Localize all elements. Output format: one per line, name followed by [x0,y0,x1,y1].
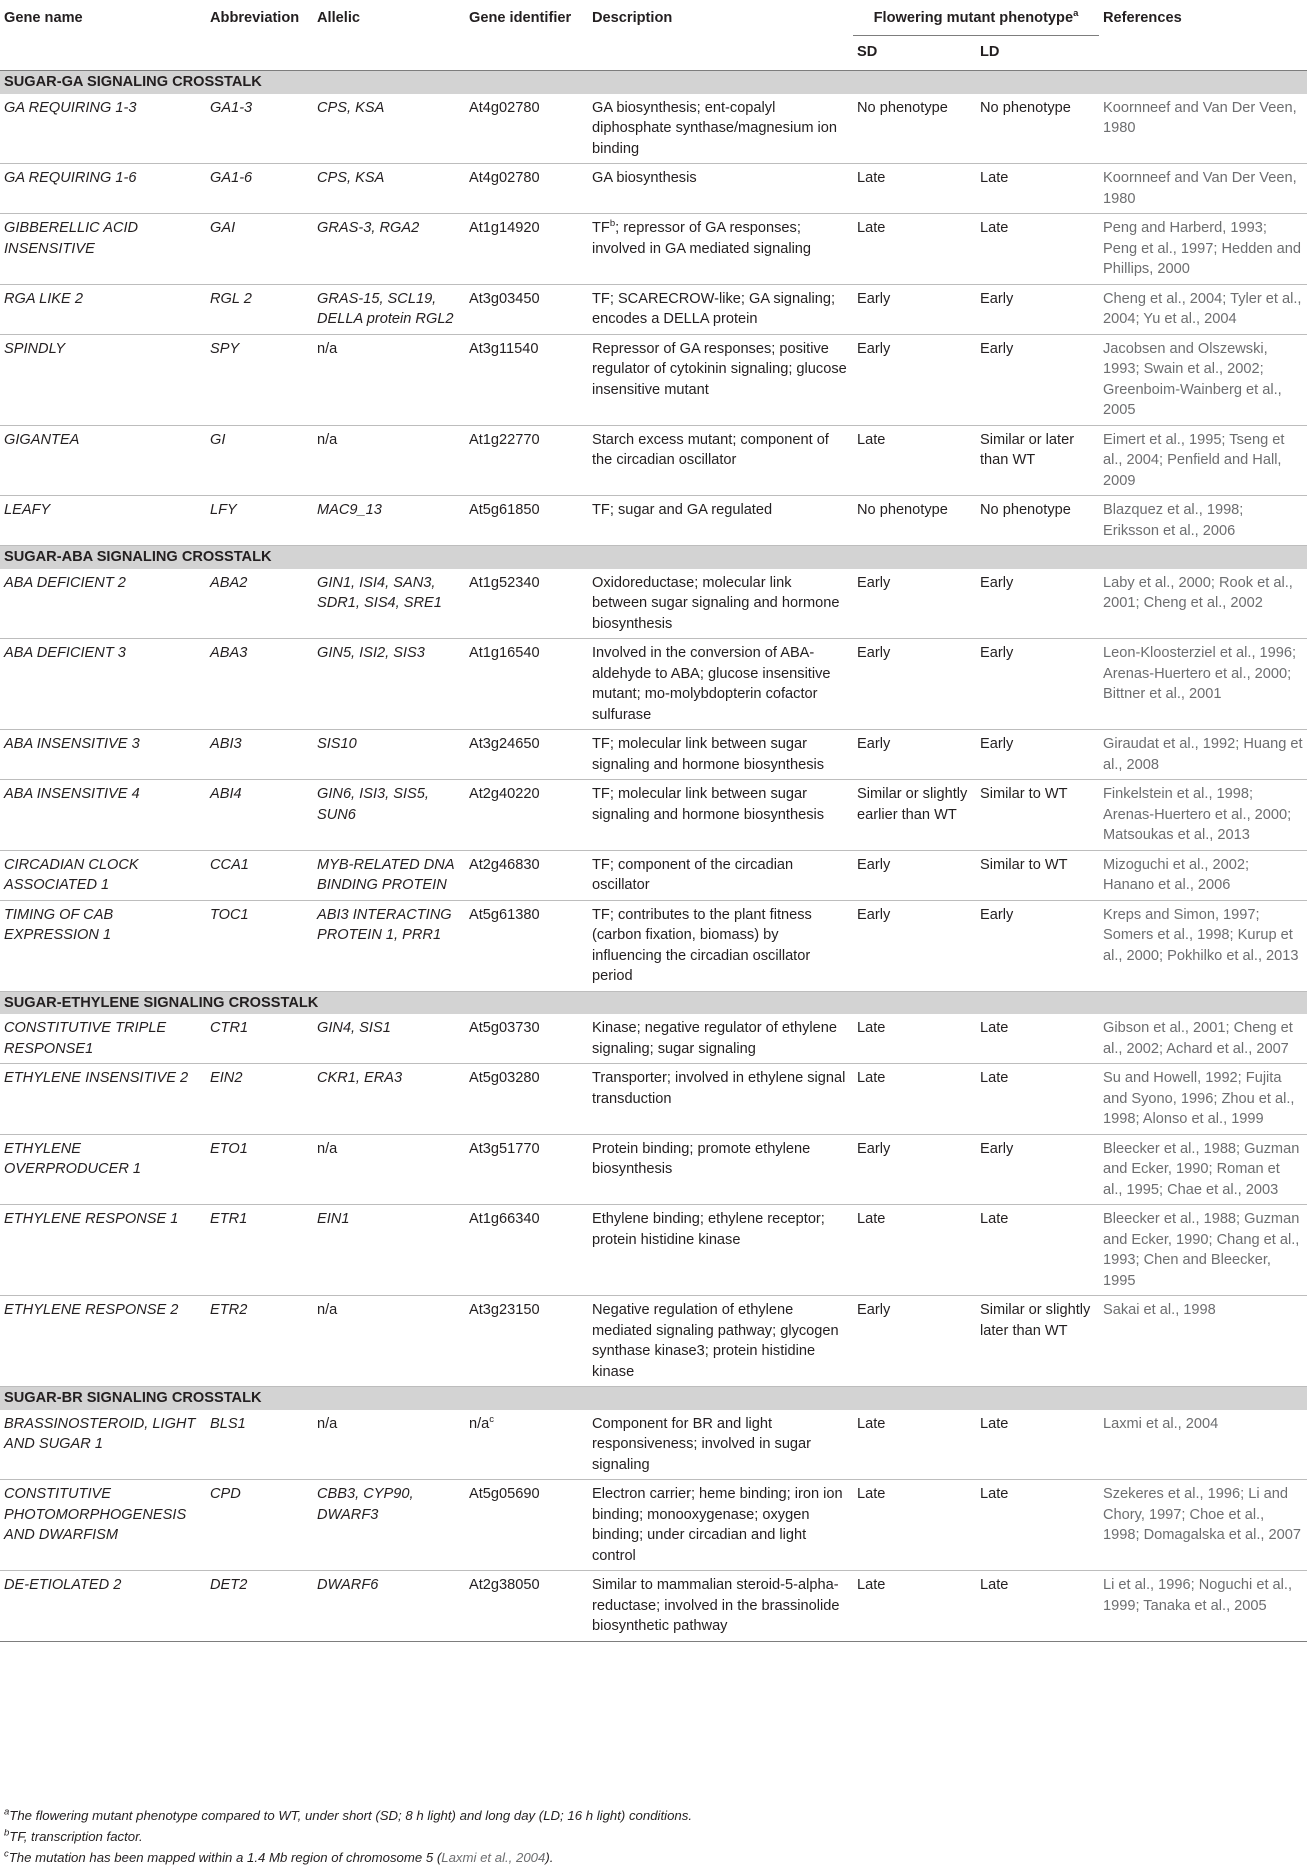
gene-identifier-cell: At1g16540 [465,639,588,730]
footnote-c-marker: c [489,1413,495,1425]
footnote-text: The mutation has been mapped within a 1.4 Mb region of chromosome 5 ( [8,1850,442,1865]
ld-phenotype-cell: Similar or later than WT [976,425,1099,496]
sd-phenotype-cell: Late [853,1571,976,1642]
references-cell: Laby et al., 2000; Rook et al., 2001; Cheng et al., 2002 [1099,569,1307,639]
footnote-c [4,1847,1294,1868]
ld-phenotype-cell: Late [976,1410,1099,1480]
col-header-sd: SD [853,36,976,71]
table-row [0,1571,1307,1642]
description-cell: TF; contributes to the plant fitness (carbon fixation, biomass) by influencing the circadian oscillator period [588,900,853,991]
gene-identifier-cell: At2g46830 [465,850,588,900]
abbreviation-cell: TOC1 [206,900,313,991]
ld-phenotype-cell: Late [976,1014,1099,1064]
references-cell: Blazquez et al., 1998; Eriksson et al., 2006 [1099,496,1307,546]
gene-name-cell: GA REQUIRING 1-6 [0,164,206,214]
description-cell: Oxidoreductase; molecular link between sugar signaling and hormone biosynthesis [588,569,853,639]
abbreviation-cell: ABA3 [206,639,313,730]
description-text: ; repressor of GA responses; involved in GA mediated signaling [592,220,812,257]
gene-identifier-cell: At1g14920 [465,214,588,285]
abbreviation-cell: CCA1 [206,850,313,900]
gene-name-cell: ETHYLENE RESPONSE 2 [0,1296,206,1387]
description-cell: Involved in the conversion of ABA-aldehyde to ABA; glucose insensitive mutant; mo-molybdopterin cofactor sulfurase [588,639,853,730]
abbreviation-cell: GI [206,425,313,496]
gene-identifier-cell: At1g52340 [465,569,588,639]
gene-name-cell: GA REQUIRING 1-3 [0,94,206,164]
sd-phenotype-cell: Late [853,1410,976,1480]
references-cell: Koornneef and Van Der Veen, 1980 [1099,164,1307,214]
gene-identifier-cell: At5g61850 [465,496,588,546]
references-cell: Jacobsen and Olszewski, 1993; Swain et al., 2002; Greenboim-Wainberg et al., 2005 [1099,334,1307,425]
allelic-cell: n/a [313,1296,465,1387]
footnote-mark: c [4,1848,9,1860]
footnote-citation-link[interactable]: Laxmi et al., 2004 [441,1850,546,1865]
abbreviation-cell: CTR1 [206,1014,313,1064]
table-row [0,850,1307,900]
col-header-ld: LD [976,36,1099,71]
references-cell: Mizoguchi et al., 2002; Hanano et al., 2006 [1099,850,1307,900]
table-row [0,1296,1307,1387]
references-cell: Laxmi et al., 2004 [1099,1410,1307,1480]
gene-name-cell: BRASSINOSTEROID, LIGHT AND SUGAR 1 [0,1410,206,1480]
references-cell: Eimert et al., 1995; Tseng et al., 2004; Penfield and Hall, 2009 [1099,425,1307,496]
header-spacer [313,36,465,71]
ld-phenotype-cell: Early [976,1134,1099,1205]
allelic-cell: MYB-RELATED DNA BINDING PROTEIN [313,850,465,900]
col-header-abbreviation: Abbreviation [210,10,300,26]
allelic-cell: n/a [313,1410,465,1480]
abbreviation-cell: BLS1 [206,1410,313,1480]
ld-phenotype-cell: Early [976,639,1099,730]
footnote-a [4,1805,1294,1826]
gene-name-cell: CONSTITUTIVE PHOTOMORPHOGENESIS AND DWARFISM [0,1480,206,1571]
gene-identifier-cell: At3g03450 [465,284,588,334]
gene-name-cell: SPINDLY [0,334,206,425]
gene-identifier-text: n/a [469,1415,490,1432]
abbreviation-cell: EIN2 [206,1064,313,1135]
gene-identifier-cell: At4g02780 [465,164,588,214]
sd-phenotype-cell: Late [853,1014,976,1064]
abbreviation-cell: CPD [206,1480,313,1571]
gene-name-cell: ABA DEFICIENT 3 [0,639,206,730]
ld-phenotype-cell: Early [976,334,1099,425]
sd-phenotype-cell: Similar or slightly earlier than WT [853,780,976,851]
sd-phenotype-cell: Early [853,284,976,334]
sd-phenotype-cell: Early [853,569,976,639]
gene-name-cell: GIGANTEA [0,425,206,496]
references-cell: Bleecker et al., 1988; Guzman and Ecker, 1990; Chang et al., 1993; Chen and Bleecker, 1995 [1099,1205,1307,1296]
ld-phenotype-cell: Late [976,214,1099,285]
gene-identifier-cell: At1g22770 [465,425,588,496]
sd-phenotype-cell: Early [853,639,976,730]
allelic-cell: CPS, KSA [313,164,465,214]
table-body [0,71,1307,1642]
header-spacer [206,36,313,71]
sd-phenotype-cell: No phenotype [853,94,976,164]
gene-identifier-cell: At3g11540 [465,334,588,425]
ld-phenotype-cell: No phenotype [976,496,1099,546]
sd-phenotype-cell: No phenotype [853,496,976,546]
description-cell: TF; molecular link between sugar signaling and hormone biosynthesis [588,730,853,780]
sd-phenotype-cell: Late [853,164,976,214]
abbreviation-cell: ETR2 [206,1296,313,1387]
section-header-row [0,991,1307,1014]
description-cell: Repressor of GA responses; positive regulator of cytokinin signaling; glucose insensitive mutant [588,334,853,425]
table-header [0,0,1307,71]
description-cell: Starch excess mutant; component of the circadian oscillator [588,425,853,496]
abbreviation-cell: GAI [206,214,313,285]
footnote-b [4,1826,1294,1847]
ld-phenotype-cell: Late [976,1571,1099,1642]
references-cell: Sakai et al., 1998 [1099,1296,1307,1387]
abbreviation-cell: SPY [206,334,313,425]
table-row [0,284,1307,334]
header-spacer [0,36,206,71]
table-row [0,334,1307,425]
ld-phenotype-cell: Similar to WT [976,850,1099,900]
header-spacer [588,36,853,71]
ld-phenotype-cell: Late [976,1480,1099,1571]
allelic-cell: SIS10 [313,730,465,780]
references-cell: Su and Howell, 1992; Fujita and Syono, 1996; Zhou et al., 1998; Alonso et al., 1999 [1099,1064,1307,1135]
ld-phenotype-cell: Similar or slightly later than WT [976,1296,1099,1387]
allelic-cell: GIN4, SIS1 [313,1014,465,1064]
description-cell: GA biosynthesis [588,164,853,214]
abbreviation-cell: GA1-3 [206,94,313,164]
description-cell: Kinase; negative regulator of ethylene signaling; sugar signaling [588,1014,853,1064]
footnote-text: The flowering mutant phenotype compared to WT, under short (SD; 8 h light) and long day (LD; 16 h light) conditions. [9,1808,692,1823]
ld-phenotype-cell: No phenotype [976,94,1099,164]
ld-phenotype-cell: Early [976,569,1099,639]
sd-phenotype-cell: Early [853,900,976,991]
sd-phenotype-cell: Late [853,1064,976,1135]
description-cell: Electron carrier; heme binding; iron ion binding; monooxygenase; oxygen binding; under circadian and light control [588,1480,853,1571]
footnote-text-end: ). [545,1850,554,1865]
allelic-cell: ABI3 INTERACTING PROTEIN 1, PRR1 [313,900,465,991]
table-row [0,164,1307,214]
table-row [0,214,1307,285]
references-cell: Finkelstein et al., 1998; Arenas-Huertero et al., 2000; Matsoukas et al., 2013 [1099,780,1307,851]
ld-phenotype-cell: Early [976,284,1099,334]
table-row [0,569,1307,639]
col-header-gene-name: Gene name [4,10,83,26]
gene-name-cell: ETHYLENE RESPONSE 1 [0,1205,206,1296]
gene-name-cell: ETHYLENE INSENSITIVE 2 [0,1064,206,1135]
table-row [0,1205,1307,1296]
sd-phenotype-cell: Early [853,850,976,900]
section-header-row [0,546,1307,569]
gene-name-cell: RGA LIKE 2 [0,284,206,334]
description-prefix: TF [592,220,610,236]
ld-phenotype-cell: Late [976,1205,1099,1296]
gene-name-cell: CONSTITUTIVE TRIPLE RESPONSE1 [0,1014,206,1064]
allelic-cell: CPS, KSA [313,94,465,164]
allelic-cell: n/a [313,334,465,425]
allelic-cell: CBB3, CYP90, DWARF3 [313,1480,465,1571]
allelic-cell: GRAS-3, RGA2 [313,214,465,285]
references-cell: Leon-Kloosterziel et al., 1996; Arenas-Huertero et al., 2000; Bittner et al., 2001 [1099,639,1307,730]
table-row [0,1134,1307,1205]
footnote-text: TF, transcription factor. [9,1829,143,1844]
references-cell: Koornneef and Van Der Veen, 1980 [1099,94,1307,164]
col-header-gene-identifier: Gene identifier [469,10,572,26]
col-header-allelic: Allelic [317,10,360,26]
description-cell: Ethylene binding; ethylene receptor; protein histidine kinase [588,1205,853,1296]
phenotype-label: Flowering mutant phenotype [873,10,1074,26]
description-cell: Protein binding; promote ethylene biosynthesis [588,1134,853,1205]
sd-phenotype-cell: Late [853,1480,976,1571]
table-row [0,639,1307,730]
gene-identifier-cell [465,1410,588,1480]
gene-identifier-cell: At3g23150 [465,1296,588,1387]
table-row [0,94,1307,164]
gene-name-cell: DE-ETIOLATED 2 [0,1571,206,1642]
abbreviation-cell: ETR1 [206,1205,313,1296]
table-row [0,425,1307,496]
description-cell: TF; molecular link between sugar signaling and hormone biosynthesis [588,780,853,851]
col-header-phenotype [853,0,1099,36]
table-row [0,900,1307,991]
table-row [0,496,1307,546]
allelic-cell: GIN5, ISI2, SIS3 [313,639,465,730]
ld-phenotype-cell: Early [976,730,1099,780]
description-cell: Similar to mammalian steroid-5-alpha-reductase; involved in the brassinolide biosynthetic pathway [588,1571,853,1642]
gene-identifier-cell: At3g24650 [465,730,588,780]
section-header-row [0,71,1307,94]
allelic-cell: MAC9_13 [313,496,465,546]
col-header-description: Description [592,10,673,26]
table-row [0,780,1307,851]
sd-phenotype-cell: Early [853,1296,976,1387]
gene-name-cell: CIRCADIAN CLOCK ASSOCIATED 1 [0,850,206,900]
allelic-cell: GIN6, ISI3, SIS5, SUN6 [313,780,465,851]
gene-identifier-cell: At5g03730 [465,1014,588,1064]
allelic-cell: n/a [313,425,465,496]
footnotes [4,1805,1294,1868]
abbreviation-cell: ABI3 [206,730,313,780]
allelic-cell: CKR1, ERA3 [313,1064,465,1135]
references-cell: Peng and Harberd, 1993; Peng et al., 1997; Hedden and Phillips, 2000 [1099,214,1307,285]
references-cell: Bleecker et al., 1988; Guzman and Ecker, 1990; Roman et al., 1995; Chae et al., 2003 [1099,1134,1307,1205]
allelic-cell: DWARF6 [313,1571,465,1642]
description-cell: Component for BR and light responsiveness; involved in sugar signaling [588,1410,853,1480]
gene-identifier-cell: At4g02780 [465,94,588,164]
ld-phenotype-cell: Early [976,900,1099,991]
table-row [0,1410,1307,1480]
abbreviation-cell: LFY [206,496,313,546]
table-row [0,1480,1307,1571]
table-row [0,1014,1307,1064]
description-cell [588,214,853,285]
abbreviation-cell: ABA2 [206,569,313,639]
gene-identifier-cell: At2g40220 [465,780,588,851]
abbreviation-cell: GA1-6 [206,164,313,214]
description-cell: TF; SCARECROW-like; GA signaling; encodes a DELLA protein [588,284,853,334]
header-spacer [465,36,588,71]
sd-phenotype-cell: Early [853,1134,976,1205]
description-cell: TF; component of the circadian oscillator [588,850,853,900]
ld-phenotype-cell: Late [976,164,1099,214]
gene-name-cell: ABA INSENSITIVE 3 [0,730,206,780]
table-row [0,1064,1307,1135]
gene-name-cell: GIBBERELLIC ACID INSENSITIVE [0,214,206,285]
sd-phenotype-cell: Late [853,1205,976,1296]
gene-name-cell: ABA INSENSITIVE 4 [0,780,206,851]
section-title: SUGAR-ABA SIGNALING CROSSTALK [0,546,1307,569]
header-spacer [1099,36,1307,71]
col-header-references: References [1103,10,1182,26]
section-title: SUGAR-ETHYLENE SIGNALING CROSSTALK [0,991,1307,1014]
ld-phenotype-cell: Late [976,1064,1099,1135]
description-cell: Negative regulation of ethylene mediated signaling pathway; glycogen synthase kinase3; protein histidine kinase [588,1296,853,1387]
gene-identifier-cell: At5g03280 [465,1064,588,1135]
references-cell: Giraudat et al., 1992; Huang et al., 2008 [1099,730,1307,780]
allelic-cell: GRAS-15, SCL19, DELLA protein RGL2 [313,284,465,334]
gene-name-cell: TIMING OF CAB EXPRESSION 1 [0,900,206,991]
allelic-cell: GIN1, ISI4, SAN3, SDR1, SIS4, SRE1 [313,569,465,639]
section-header-row [0,1387,1307,1410]
sd-phenotype-cell: Early [853,730,976,780]
ld-phenotype-cell: Similar to WT [976,780,1099,851]
section-title: SUGAR-GA SIGNALING CROSSTALK [0,71,1307,94]
sd-phenotype-cell: Late [853,425,976,496]
references-cell: Gibson et al., 2001; Cheng et al., 2002; Achard et al., 2007 [1099,1014,1307,1064]
allelic-cell: EIN1 [313,1205,465,1296]
gene-name-cell: ABA DEFICIENT 2 [0,569,206,639]
footnote-a-marker: a [1073,8,1079,20]
footnote-b-marker: b [609,218,616,230]
references-cell: Kreps and Simon, 1997; Somers et al., 1998; Kurup et al., 2000; Pokhilko et al., 2013 [1099,900,1307,991]
footnote-mark: a [4,1806,10,1818]
sd-phenotype-cell: Late [853,214,976,285]
gene-identifier-cell: At5g61380 [465,900,588,991]
references-cell: Cheng et al., 2004; Tyler et al., 2004; Yu et al., 2004 [1099,284,1307,334]
description-cell: GA biosynthesis; ent-copalyl diphosphate synthase/magnesium ion binding [588,94,853,164]
gene-identifier-cell: At5g05690 [465,1480,588,1571]
abbreviation-cell: DET2 [206,1571,313,1642]
allelic-cell: n/a [313,1134,465,1205]
sd-phenotype-cell: Early [853,334,976,425]
description-cell: TF; sugar and GA regulated [588,496,853,546]
abbreviation-cell: ABI4 [206,780,313,851]
gene-identifier-cell: At3g51770 [465,1134,588,1205]
gene-name-cell: LEAFY [0,496,206,546]
references-cell: Li et al., 1996; Noguchi et al., 1999; Tanaka et al., 2005 [1099,1571,1307,1642]
abbreviation-cell: RGL 2 [206,284,313,334]
footnote-mark: b [4,1827,10,1839]
description-cell: Transporter; involved in ethylene signal transduction [588,1064,853,1135]
references-cell: Szekeres et al., 1996; Li and Chory, 1997; Choe et al., 1998; Domagalska et al., 2007 [1099,1480,1307,1571]
abbreviation-cell: ETO1 [206,1134,313,1205]
table-row [0,730,1307,780]
section-title: SUGAR-BR SIGNALING CROSSTALK [0,1387,1307,1410]
gene-identifier-cell: At1g66340 [465,1205,588,1296]
gene-identifier-cell: At2g38050 [465,1571,588,1642]
gene-name-cell: ETHYLENE OVERPRODUCER 1 [0,1134,206,1205]
